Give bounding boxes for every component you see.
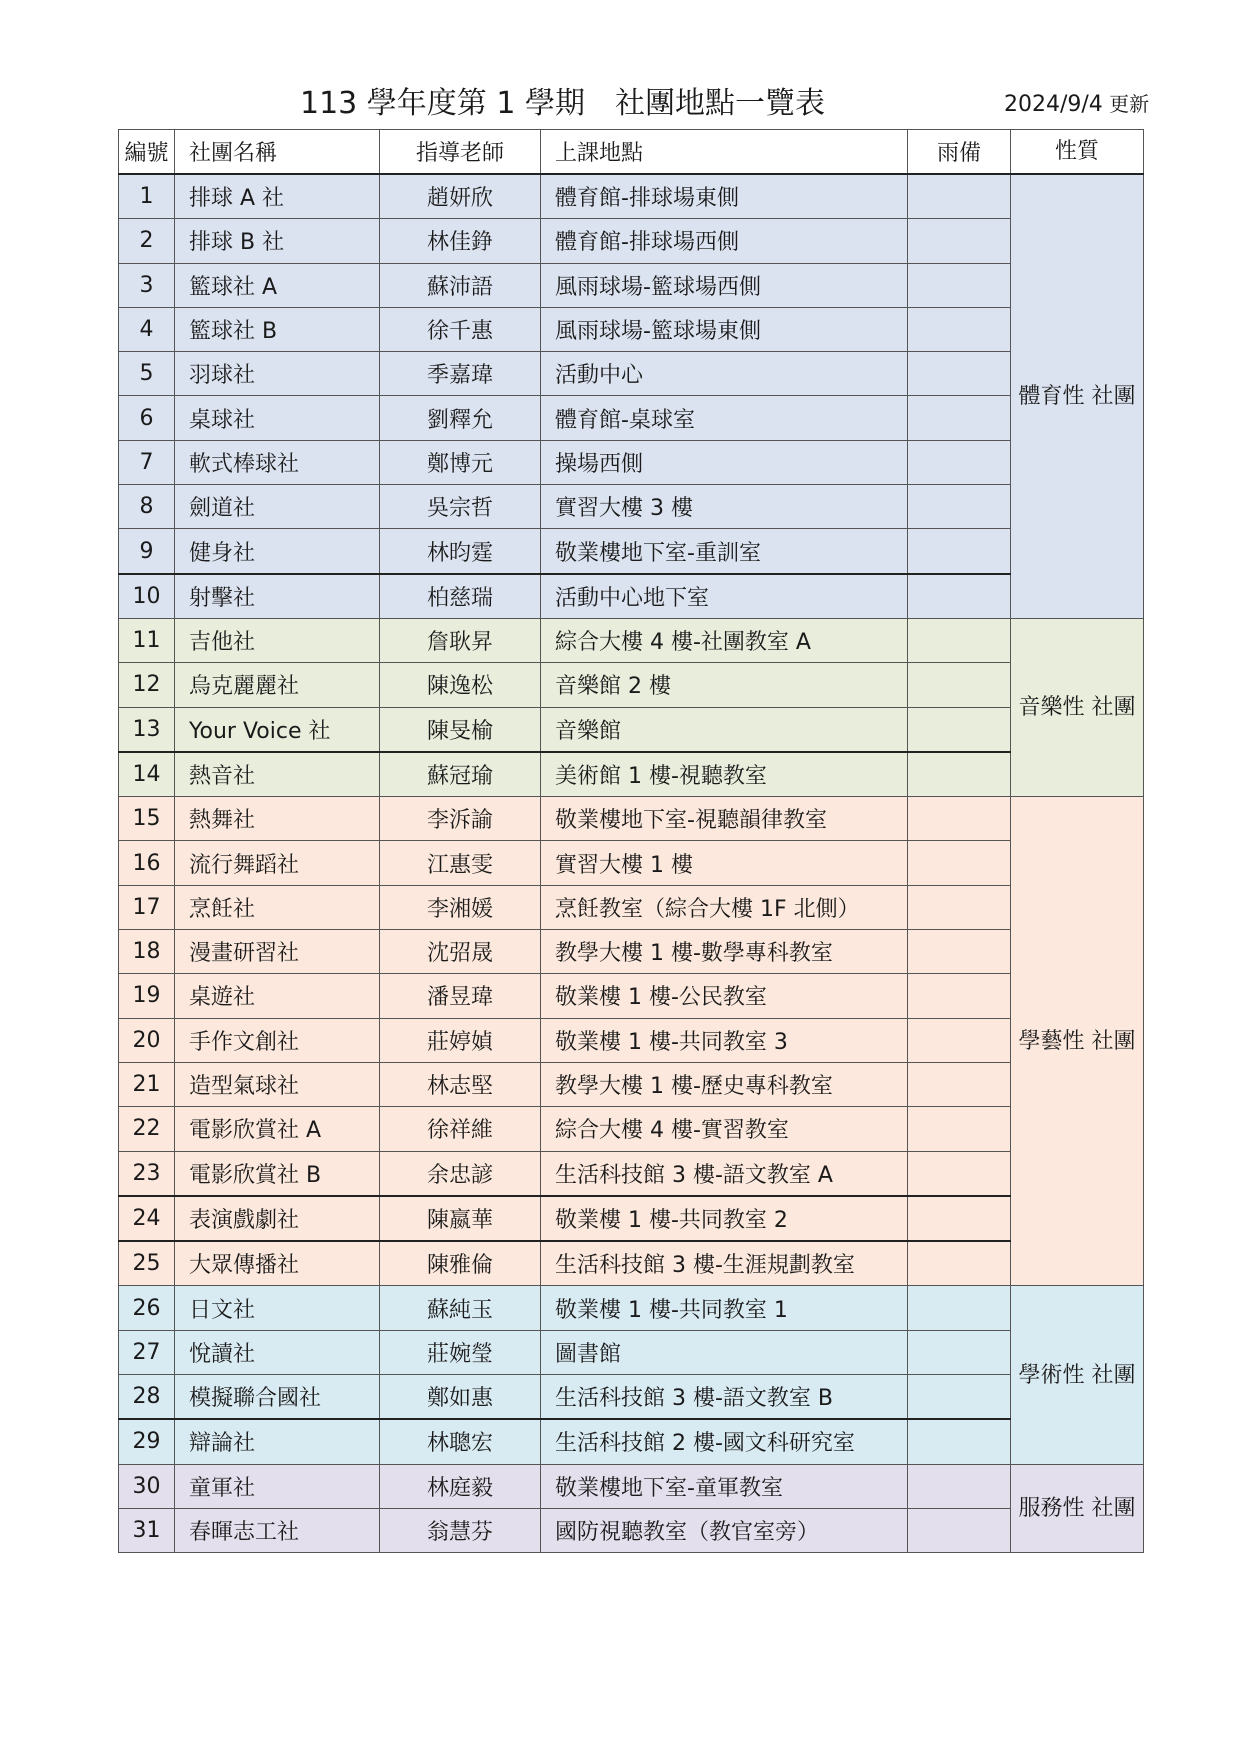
rain-backup-location: [908, 574, 1011, 619]
class-location: 國防視聽教室（教官室旁）: [541, 1508, 908, 1552]
club-name: 辯論社: [175, 1419, 380, 1464]
rain-backup-location: [908, 1464, 1011, 1508]
teacher-name: 翁慧芬: [380, 1508, 541, 1552]
class-location: 綜合大樓 4 樓-社團教室 A: [541, 618, 908, 662]
row-number: 18: [119, 930, 175, 974]
table-row: [119, 797, 1144, 841]
row-number: 28: [119, 1375, 175, 1420]
row-number: 30: [119, 1464, 175, 1508]
class-location: 敬業樓地下室-視聽韻律教室: [541, 797, 908, 841]
teacher-name: 江惠雯: [380, 841, 541, 885]
rain-backup-location: [908, 219, 1011, 263]
row-number: 13: [119, 707, 175, 752]
class-location: 烹飪教室（綜合大樓 1F 北側）: [541, 885, 908, 929]
col-header-location: 上課地點: [541, 130, 908, 175]
row-number: 6: [119, 396, 175, 440]
class-location: 實習大樓 1 樓: [541, 841, 908, 885]
teacher-name: 柏慈瑞: [380, 574, 541, 619]
teacher-name: 蘇冠瑜: [380, 752, 541, 797]
club-name: 射擊社: [175, 574, 380, 619]
table-row: [119, 1375, 1144, 1420]
rain-backup-location: [908, 1375, 1011, 1420]
table-row: [119, 1241, 1144, 1286]
teacher-name: 林昀霆: [380, 529, 541, 574]
row-number: 4: [119, 307, 175, 351]
class-location: 生活科技館 2 樓-國文科研究室: [541, 1419, 908, 1464]
row-number: 31: [119, 1508, 175, 1552]
club-name: 造型氣球社: [175, 1062, 380, 1106]
club-name: 童軍社: [175, 1464, 380, 1508]
rain-backup-location: [908, 263, 1011, 307]
rain-backup-location: [908, 440, 1011, 484]
teacher-name: 陳嬴華: [380, 1196, 541, 1241]
row-number: 5: [119, 352, 175, 396]
rain-backup-location: [908, 1419, 1011, 1464]
table-row: [119, 885, 1144, 929]
table-row: [119, 707, 1144, 752]
club-name: 表演戲劇社: [175, 1196, 380, 1241]
class-location: 風雨球場-籃球場東側: [541, 307, 908, 351]
table-row: [119, 352, 1144, 396]
club-name: 電影欣賞社 A: [175, 1107, 380, 1151]
class-location: 美術館 1 樓-視聽教室: [541, 752, 908, 797]
category-academic: 學術性 社團: [1011, 1286, 1144, 1464]
class-location: 風雨球場-籃球場西側: [541, 263, 908, 307]
rain-backup-location: [908, 1330, 1011, 1374]
class-location: 敬業樓 1 樓-公民教室: [541, 974, 908, 1018]
row-number: 12: [119, 663, 175, 707]
rain-backup-location: [908, 618, 1011, 662]
row-number: 10: [119, 574, 175, 619]
teacher-name: 陳雅倫: [380, 1241, 541, 1286]
table-row: [119, 1464, 1144, 1508]
teacher-name: 徐祥維: [380, 1107, 541, 1151]
table-row: [119, 485, 1144, 529]
club-name: 軟式棒球社: [175, 440, 380, 484]
table-row: [119, 1062, 1144, 1106]
class-location: 教學大樓 1 樓-數學專科教室: [541, 930, 908, 974]
document-title: 113 學年度第 1 學期 社團地點一覽表: [300, 86, 825, 121]
updated-date-value: 2024/9/4: [1004, 92, 1103, 117]
rain-backup-location: [908, 307, 1011, 351]
club-name: 手作文創社: [175, 1018, 380, 1062]
rain-backup-location: [908, 396, 1011, 440]
row-number: 1: [119, 174, 175, 219]
table-row: [119, 752, 1144, 797]
row-number: 11: [119, 618, 175, 662]
rain-backup-location: [908, 707, 1011, 752]
class-location: 敬業樓地下室-重訓室: [541, 529, 908, 574]
rain-backup-location: [908, 1286, 1011, 1330]
row-number: 24: [119, 1196, 175, 1241]
club-name: 排球 A 社: [175, 174, 380, 219]
teacher-name: 余忠諺: [380, 1151, 541, 1196]
row-number: 8: [119, 485, 175, 529]
rain-backup-location: [908, 529, 1011, 574]
table-row: [119, 574, 1144, 619]
rain-backup-location: [908, 752, 1011, 797]
table-row: [119, 219, 1144, 263]
club-name: 烏克麗麗社: [175, 663, 380, 707]
club-name: 春暉志工社: [175, 1508, 380, 1552]
club-name: 烹飪社: [175, 885, 380, 929]
rain-backup-location: [908, 1508, 1011, 1552]
class-location: 操場西側: [541, 440, 908, 484]
row-number: 7: [119, 440, 175, 484]
row-number: 29: [119, 1419, 175, 1464]
class-location: 活動中心地下室: [541, 574, 908, 619]
rain-backup-location: [908, 930, 1011, 974]
table-row: [119, 1286, 1144, 1330]
teacher-name: 莊婉瑩: [380, 1330, 541, 1374]
teacher-name: 李湘媛: [380, 885, 541, 929]
table-row: [119, 440, 1144, 484]
row-number: 9: [119, 529, 175, 574]
club-name: 桌遊社: [175, 974, 380, 1018]
club-name: 劍道社: [175, 485, 380, 529]
rain-backup-location: [908, 485, 1011, 529]
col-header-teacher: 指導老師: [380, 130, 541, 175]
row-number: 26: [119, 1286, 175, 1330]
class-location: 實習大樓 3 樓: [541, 485, 908, 529]
row-number: 2: [119, 219, 175, 263]
teacher-name: 吳宗哲: [380, 485, 541, 529]
class-location: 音樂館: [541, 707, 908, 752]
table-row: [119, 174, 1144, 219]
club-name: 漫畫研習社: [175, 930, 380, 974]
class-location: 敬業樓 1 樓-共同教室 2: [541, 1196, 908, 1241]
club-name: 羽球社: [175, 352, 380, 396]
col-header-club-name: 社團名稱: [175, 130, 380, 175]
teacher-name: 鄭如惠: [380, 1375, 541, 1420]
rain-backup-location: [908, 1196, 1011, 1241]
teacher-name: 劉釋允: [380, 396, 541, 440]
rain-backup-location: [908, 974, 1011, 1018]
table-header-row: [119, 130, 1144, 175]
table-row: [119, 1508, 1144, 1552]
row-number: 3: [119, 263, 175, 307]
teacher-name: 林聰宏: [380, 1419, 541, 1464]
teacher-name: 陳旻榆: [380, 707, 541, 752]
class-location: 敬業樓 1 樓-共同教室 3: [541, 1018, 908, 1062]
class-location: 生活科技館 3 樓-生涯規劃教室: [541, 1241, 908, 1286]
table-row: [119, 618, 1144, 662]
club-name: 熱舞社: [175, 797, 380, 841]
row-number: 14: [119, 752, 175, 797]
table-row: [119, 930, 1144, 974]
club-name: 流行舞蹈社: [175, 841, 380, 885]
teacher-name: 李泝諭: [380, 797, 541, 841]
teacher-name: 詹耿昇: [380, 618, 541, 662]
teacher-name: 季嘉瑋: [380, 352, 541, 396]
table-row: [119, 1018, 1144, 1062]
table-row: [119, 1151, 1144, 1196]
club-name: 吉他社: [175, 618, 380, 662]
category-service: 服務性 社團: [1011, 1464, 1144, 1553]
rain-backup-location: [908, 352, 1011, 396]
col-header-category: 性質: [1011, 130, 1144, 175]
club-name: 日文社: [175, 1286, 380, 1330]
updated-date: [1004, 88, 1149, 117]
teacher-name: 林庭毅: [380, 1464, 541, 1508]
row-number: 19: [119, 974, 175, 1018]
table-row: [119, 396, 1144, 440]
class-location: 體育館-桌球室: [541, 396, 908, 440]
row-number: 23: [119, 1151, 175, 1196]
teacher-name: 趙妍欣: [380, 174, 541, 219]
table-row: [119, 663, 1144, 707]
teacher-name: 鄭博元: [380, 440, 541, 484]
rain-backup-location: [908, 663, 1011, 707]
table-row: [119, 1107, 1144, 1151]
club-name: 大眾傳播社: [175, 1241, 380, 1286]
teacher-name: 蘇純玉: [380, 1286, 541, 1330]
class-location: 敬業樓地下室-童軍教室: [541, 1464, 908, 1508]
teacher-name: 潘昱瑋: [380, 974, 541, 1018]
row-number: 20: [119, 1018, 175, 1062]
club-name: 熱音社: [175, 752, 380, 797]
row-number: 17: [119, 885, 175, 929]
class-location: 圖書館: [541, 1330, 908, 1374]
club-name: 籃球社 B: [175, 307, 380, 351]
teacher-name: 蘇沛語: [380, 263, 541, 307]
club-name: 籃球社 A: [175, 263, 380, 307]
teacher-name: 陳逸松: [380, 663, 541, 707]
rain-backup-location: [908, 841, 1011, 885]
rain-backup-location: [908, 174, 1011, 219]
class-location: 體育館-排球場西側: [541, 219, 908, 263]
row-number: 15: [119, 797, 175, 841]
rain-backup-location: [908, 1241, 1011, 1286]
class-location: 綜合大樓 4 樓-實習教室: [541, 1107, 908, 1151]
table-row: [119, 1419, 1144, 1464]
rain-backup-location: [908, 1018, 1011, 1062]
row-number: 21: [119, 1062, 175, 1106]
teacher-name: 莊婷媜: [380, 1018, 541, 1062]
teacher-name: 林志堅: [380, 1062, 541, 1106]
class-location: 音樂館 2 樓: [541, 663, 908, 707]
teacher-name: 林佳錚: [380, 219, 541, 263]
row-number: 25: [119, 1241, 175, 1286]
club-name: Your Voice 社: [175, 707, 380, 752]
col-header-number: 編號: [119, 130, 175, 175]
row-number: 16: [119, 841, 175, 885]
class-location: 活動中心: [541, 352, 908, 396]
category-music: 音樂性 社團: [1011, 618, 1144, 796]
class-location: 敬業樓 1 樓-共同教室 1: [541, 1286, 908, 1330]
rain-backup-location: [908, 1062, 1011, 1106]
row-number: 27: [119, 1330, 175, 1374]
category-arts: 學藝性 社團: [1011, 797, 1144, 1286]
club-name: 排球 B 社: [175, 219, 380, 263]
rain-backup-location: [908, 885, 1011, 929]
table-row: [119, 307, 1144, 351]
club-name: 電影欣賞社 B: [175, 1151, 380, 1196]
club-name: 模擬聯合國社: [175, 1375, 380, 1420]
rain-backup-location: [908, 797, 1011, 841]
table-row: [119, 974, 1144, 1018]
table-row: [119, 841, 1144, 885]
row-number: 22: [119, 1107, 175, 1151]
table-row: [119, 1196, 1144, 1241]
col-header-rain-backup: 雨備: [908, 130, 1011, 175]
club-name: 健身社: [175, 529, 380, 574]
class-location: 生活科技館 3 樓-語文教室 B: [541, 1375, 908, 1420]
class-location: 教學大樓 1 樓-歷史專科教室: [541, 1062, 908, 1106]
table-row: [119, 1330, 1144, 1374]
teacher-name: 徐千惠: [380, 307, 541, 351]
updated-label: 更新: [1102, 92, 1150, 116]
teacher-name: 沈弨晟: [380, 930, 541, 974]
class-location: 生活科技館 3 樓-語文教室 A: [541, 1151, 908, 1196]
rain-backup-location: [908, 1107, 1011, 1151]
club-name: 桌球社: [175, 396, 380, 440]
category-sports: 體育性 社團: [1011, 174, 1144, 618]
club-location-table: [118, 129, 1144, 1553]
club-name: 悅讀社: [175, 1330, 380, 1374]
rain-backup-location: [908, 1151, 1011, 1196]
class-location: 體育館-排球場東側: [541, 174, 908, 219]
table-row: [119, 529, 1144, 574]
table-row: [119, 263, 1144, 307]
